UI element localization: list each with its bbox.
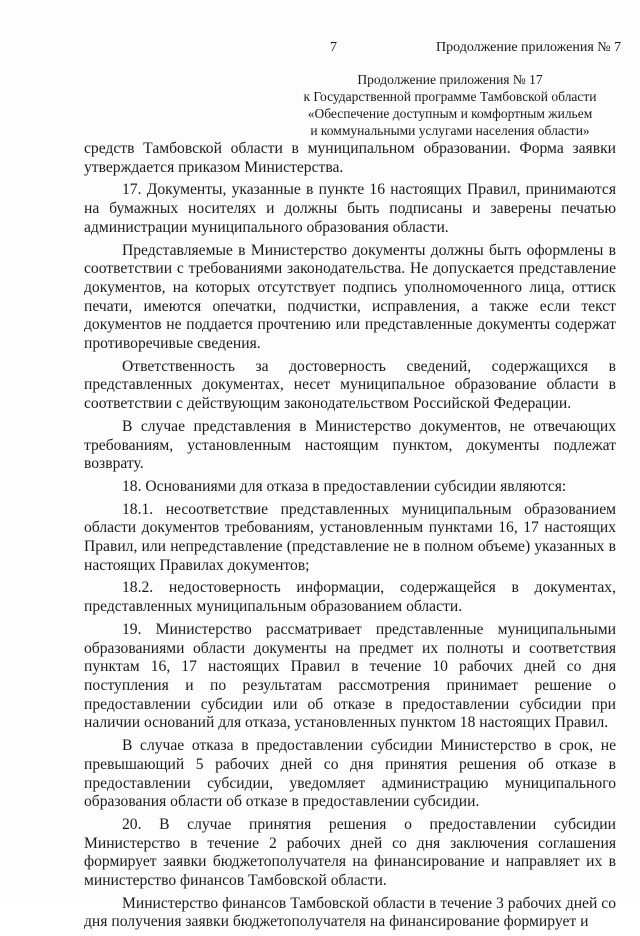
page-number: 7 — [330, 40, 337, 55]
paragraph: 18. Основаниями для отказа в предоставлении субсидии являются: — [122, 477, 567, 495]
paragraph: Министерство финансов Тамбовской области в течение 3 рабочих дней со дня получения заявки бюджетополучателя на финансирование формирует и — [84, 894, 616, 931]
appendix-line-2: к Государственной программе Тамбовской области — [303, 89, 597, 104]
paragraph: 18.2. недостоверность информации, содержащейся в документах, представленных муниципальным образованием области. — [84, 579, 616, 616]
paragraph: 19. Министерство рассматривает представленные муниципальными образованиями области документы на предмет их полноты и соответствия пунктам 16, 17 настоящих Правил в течение 10 рабочих дней со дня поступления и по результатам рассмотрения принимает решение о предоставлении субсидии или об отказе в предоставлении субсидии при наличии оснований для отказа, установленных пунктом 18 настоящих Правил. — [84, 620, 616, 732]
paragraph: Представляемые в Министерство документы должны быть оформлены в соответствии с требованиями законодательства. Не допускается представление документов, на которых отсутствует подпись уполномоченного лица, оттиск печати, имеются опечатки, подчистки, исправления, а также если текст документов не поддается прочтению или представленные документы содержат противоречивые сведения. — [84, 241, 616, 353]
paragraph: Ответственность за достоверность сведений, содержащихся в представленных документах, несет муниципальное образование области в соответствии с действующим законодательством Российской Федерации. — [84, 357, 616, 413]
paragraph: В случае отказа в предоставлении субсидии Министерство в срок, не превышающий 5 рабочих дней со дня принятия решения об отказе в предоставлении субсидии, уведомляет администрацию муниципального образования области об отказе в предоставлении субсидии. — [84, 737, 616, 811]
appendix-line-4: и коммунальными услугами населения области» — [310, 123, 590, 138]
paragraph: 18.1. несоответствие представленных муниципальным образованием области документов требованиям, установленным пунктами 16, 17 настоящих Правил, или непредставление (представление не в полном объеме) указанных в настоящих Правилах документов; — [84, 500, 616, 574]
paragraph: средств Тамбовской области в муниципальном образовании. Форма заявки утверждается приказом Министерства. — [84, 140, 616, 176]
appendix-line-1: Продолжение приложения № 17 — [357, 72, 543, 87]
paragraph: В случае представления в Министерство документов, не отвечающих требованиям, установленным настоящим пунктом, документы подлежат возврату. — [84, 417, 616, 473]
appendix-header — [290, 71, 610, 139]
paragraph: 20. В случае принятия решения о предоставлении субсидии Министерство в течение 2 рабочих дней со дня заключения соглашения формирует заявки бюджетополучателя на финансирование и направляет их в министерство финансов Тамбовской области. — [84, 815, 616, 890]
document-body — [84, 140, 616, 936]
paragraph: 17. Документы, указанные в пункте 16 настоящих Правил, принимаются на бумажных носителях и должны быть подписаны и заверены печатью администрации муниципального образования области. — [84, 181, 616, 236]
appendix-line-3: «Обеспечение доступным и комфортным жильем — [307, 106, 593, 121]
continuation-label: Продолжение приложения № 7 — [436, 40, 622, 55]
